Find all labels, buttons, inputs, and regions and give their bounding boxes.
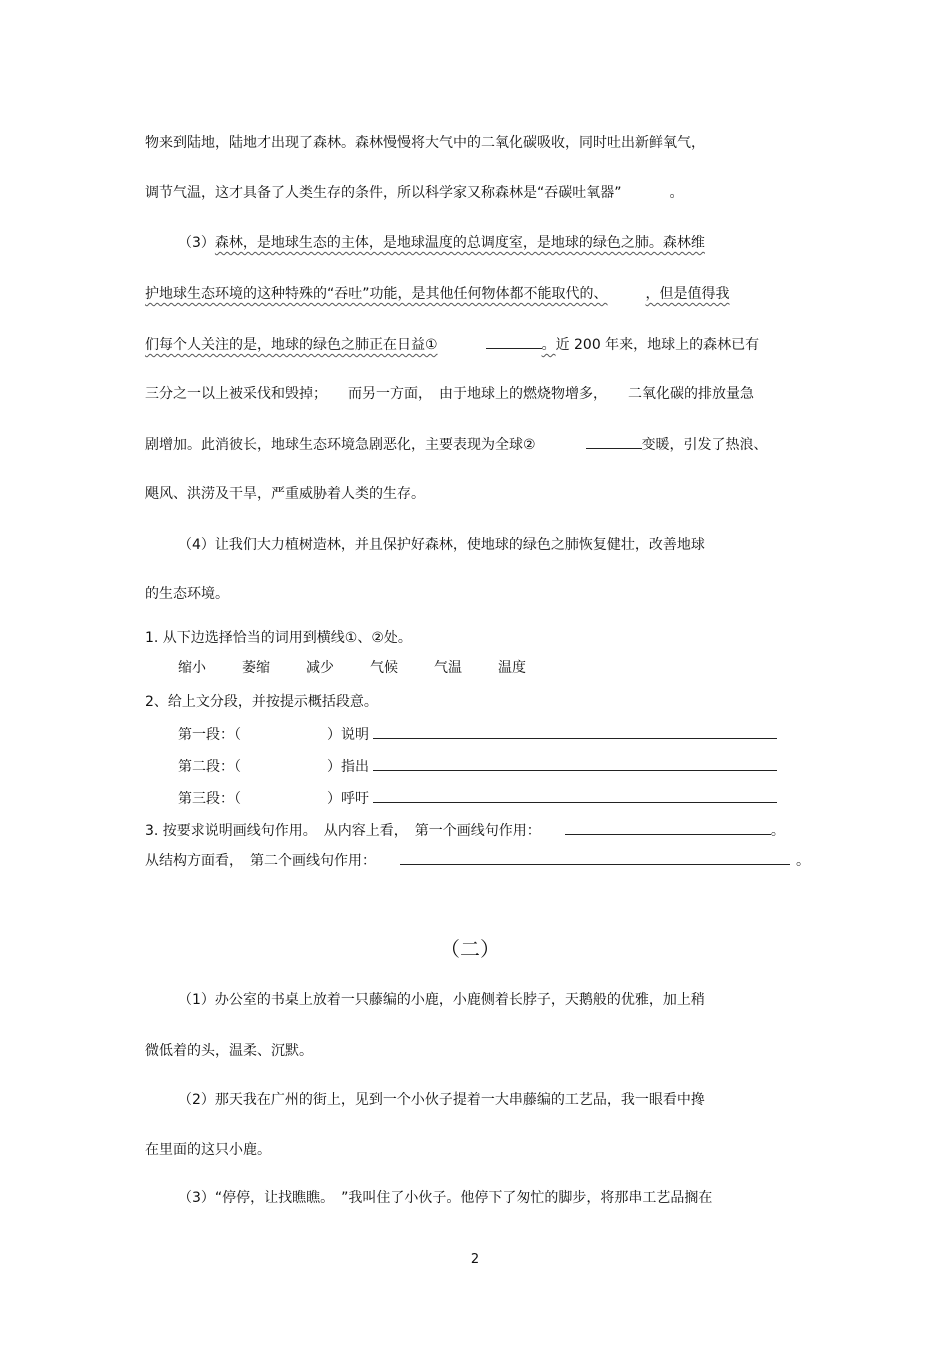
segment-label: 第一段：（ — [178, 727, 241, 743]
segment-row — [178, 724, 777, 745]
section2-line: （1）办公室的书桌上放着一只藤编的小鹿，小鹿侧着长脖子，天鹅般的优雅，加上稍 — [178, 992, 705, 1008]
answer-line-5[interactable] — [400, 850, 790, 865]
answer-line-1[interactable] — [373, 724, 777, 739]
passage-text: 们每个人关注的是，地球的绿色之肺正在日益① — [145, 337, 438, 353]
option-word: 减少 — [306, 660, 334, 676]
section2-line: （3）“停停，让找瞧瞧。 ”我叫住了小伙子。他停下了匆忙的脚步，将那串工艺品搁在 — [178, 1190, 713, 1206]
segment-row — [178, 756, 777, 777]
segment-label: 第三段：（ — [178, 791, 241, 807]
answer-line-4[interactable] — [565, 820, 771, 835]
question-text: 从结构方面看， 第二个画线句作用： — [145, 853, 376, 869]
segment-close: ）说明 — [327, 727, 369, 743]
section2-line: 微低着的头，温柔、沉默。 — [145, 1043, 313, 1059]
question-2: 2、给上文分段，并按提示概括段意。 — [145, 694, 378, 710]
passage-text: 剧增加。此消彼长，地球生态环境急剧恶化，主要表现为全球② — [145, 437, 536, 453]
period: 。 — [796, 853, 810, 869]
section2-line: （2）那天我在广州的街上，见到一个小伙子提着一大串藤编的工艺品，我一眼看中搀 — [178, 1092, 705, 1108]
paragraph-4-line: 的生态环境。 — [145, 586, 229, 602]
period: 。 — [770, 823, 785, 839]
paragraph-3-line — [178, 233, 805, 253]
underlined-sentence-1: 森林，是地球生态的主体，是地球温度的总调度室，是地球的绿色之肺。森林维 — [214, 235, 705, 251]
paragraph-number: （3） — [178, 235, 215, 251]
option-word: 温度 — [498, 660, 526, 676]
passage-text: 近 200 年来，地球上的森林已有 — [555, 337, 760, 353]
paragraph-4-line: （4）让我们大力植树造林，并且保护好森林，使地球的绿色之肺恢复健壮，改善地球 — [178, 537, 705, 553]
section-title: （二） — [440, 937, 500, 961]
word-options — [178, 658, 562, 678]
passage-text: 调节气温，这才具备了人类生存的条件，所以科学家又称森林是“吞碳吐氧器” — [145, 185, 622, 201]
answer-line-2[interactable] — [373, 756, 777, 771]
passage-line — [145, 434, 768, 455]
question-1: 1. 从下边选择恰当的词用到横线①、②处。 — [145, 630, 412, 646]
segment-close: ）呼吁 — [327, 791, 369, 807]
passage-line: 飓风、洪涝及干旱，严重威胁着人类的生存。 — [145, 486, 425, 502]
passage-text: 护地球生态环境的这种特殊的“吞吐”功能，是其他任何物体都不能取代的、 — [145, 286, 608, 302]
period: 。 — [669, 185, 684, 201]
question-3-cont — [145, 850, 810, 871]
option-word: 气候 — [370, 660, 398, 676]
passage-text: ，但是值得我 — [645, 286, 730, 302]
passage-line — [145, 183, 684, 203]
passage-text: 变暖，引发了热浪、 — [641, 437, 768, 453]
option-word: 缩小 — [178, 660, 206, 676]
period: 。 — [541, 337, 556, 353]
question-3 — [145, 820, 785, 841]
answer-line-3[interactable] — [373, 788, 777, 803]
passage-line: 三分之一以上被采伐和毁掉； 而另一方面， 由于地球上的燃烧物增多， 二氧化碳的排放量急 — [145, 386, 754, 402]
segment-row — [178, 788, 777, 809]
segment-close: ）指出 — [327, 759, 369, 775]
underlined-sentence-1-end — [145, 337, 486, 353]
segment-label: 第二段：（ — [178, 759, 241, 775]
option-word: 气温 — [434, 660, 462, 676]
passage-line — [145, 334, 759, 355]
section2-line: 在里面的这只小鹿。 — [145, 1142, 271, 1158]
passage-line: 物来到陆地，陆地才出现了森林。森林慢慢将大气中的二氧化碳吸收，同时吐出新鲜氧气， — [145, 135, 705, 151]
option-word: 萎缩 — [242, 660, 270, 676]
question-text: 3. 按要求说明画线句作用。 从内容上看， 第一个画线句作用： — [145, 823, 541, 839]
page-number: 2 — [470, 1252, 480, 1267]
blank-2[interactable] — [586, 434, 642, 449]
underlined-sentence-1-cont — [145, 284, 805, 304]
blank-1[interactable] — [486, 334, 542, 349]
